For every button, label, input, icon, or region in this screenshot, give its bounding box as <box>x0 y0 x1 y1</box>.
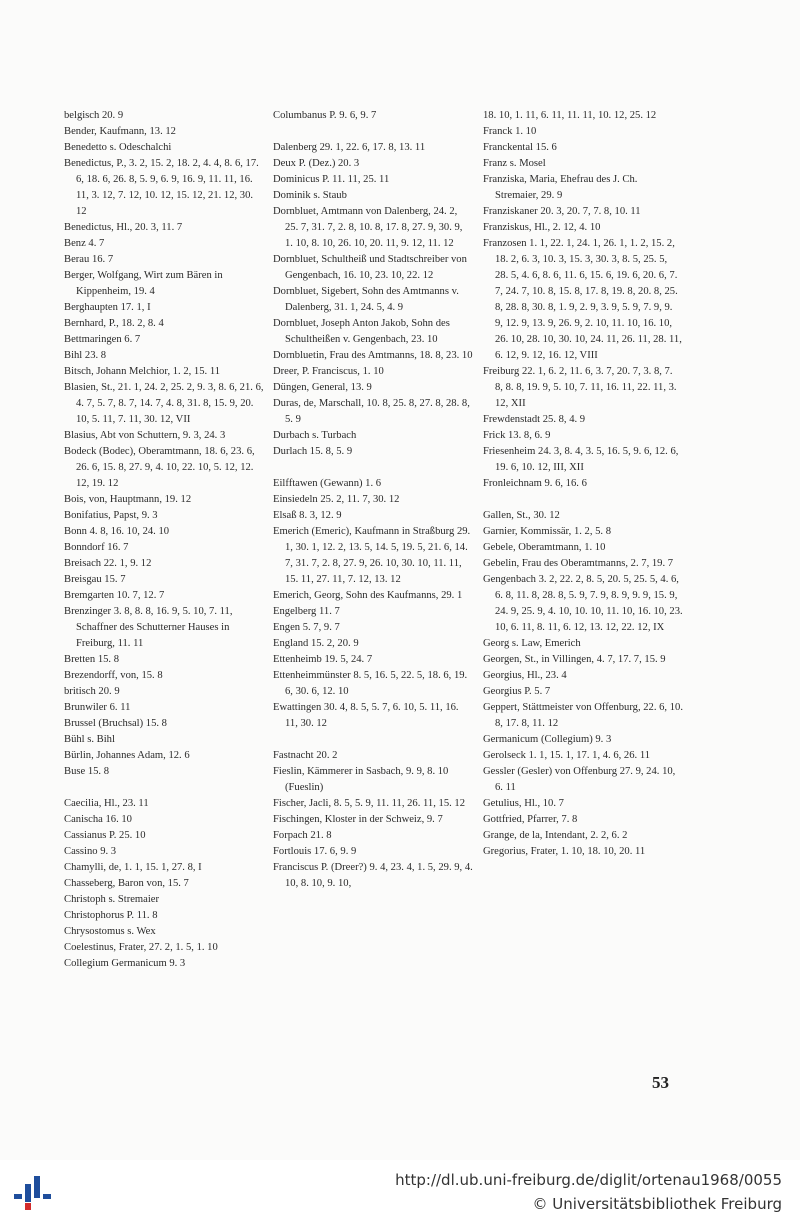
index-entry: Breisgau 15. 7 <box>64 574 126 585</box>
index-entry: Berger, Wolfgang, Wirt zum Bären in Kippenheim, 19. 4 <box>64 270 223 297</box>
index-entry: Ettenheimb 19. 5, 24. 7 <box>273 654 373 665</box>
index-entry: Franciscus P. (Dreer?) 9. 4, 23. 4, 1. 5, 29. 9, 4. 10, 8. 10, 9. 10, <box>273 862 473 889</box>
index-entry: Bernhard, P., 18. 2, 8. 4 <box>64 318 164 329</box>
index-entry: Fischer, Jacli, 8. 5, 5. 9, 11. 11, 26. 11, 15. 12 <box>273 798 466 809</box>
index-entry: Bois, von, Hauptmann, 19. 12 <box>64 494 192 505</box>
index-entry: Ettenheimmünster 8. 5, 16. 5, 22. 5, 18. 6, 19. 6, 30. 6, 12. 10 <box>273 670 468 697</box>
index-entry: Georgius, Hl., 23. 4 <box>483 670 567 681</box>
index-entry: Cassino 9. 3 <box>64 846 117 857</box>
index-entry: Deux P. (Dez.) 20. 3 <box>273 158 360 169</box>
index-entry: Elsaß 8. 3, 12. 9 <box>273 510 342 521</box>
page-number: 53 <box>652 1073 669 1092</box>
index-entry: Fastnacht 20. 2 <box>273 750 338 761</box>
index-entry: Georgen, St., in Villingen, 4. 7, 17. 7, 15. 9 <box>483 654 666 665</box>
letter-group-gap <box>273 124 473 140</box>
index-entry: Fischingen, Kloster in der Schweiz, 9. 7 <box>273 814 443 825</box>
index-entry: Emerich (Emeric), Kaufmann in Straßburg 29. 1, 30. 1, 12. 2, 13. 5, 14. 5, 19. 5, 21. 6, 14. 7, 31. 7, 2. 8, 27. 9, 26. 10, 30. 10, 11. 11, 15. 11, 27. 11, 7. 12, 13. 12 <box>273 526 471 585</box>
index-entry: Forpach 21. 8 <box>273 830 332 841</box>
index-entry: Ewattingen 30. 4, 8. 5, 5. 7, 6. 10, 5. 11, 16. 11, 30. 12 <box>273 702 459 729</box>
index-entry: Düngen, General, 13. 9 <box>273 382 372 393</box>
index-entry: Bonndorf 16. 7 <box>64 542 129 553</box>
index-column-1 <box>64 108 264 972</box>
letter-group-gap <box>273 460 473 476</box>
index-entry: Bretten 15. 8 <box>64 654 120 665</box>
index-entry: Franck 1. 10 <box>483 126 537 137</box>
letter-group-gap <box>483 492 683 508</box>
viewer-footer <box>0 1160 800 1220</box>
index-entry: Franckental 15. 6 <box>483 142 557 153</box>
index-entry: Emerich, Georg, Sohn des Kaufmanns, 29. 1 <box>273 590 463 601</box>
index-entry: Fieslin, Kämmerer in Sasbach, 9. 9, 8. 10 (Fueslin) <box>273 766 449 793</box>
index-entry: Duras, de, Marschall, 10. 8, 25. 8, 27. 8, 28. 8, 5. 9 <box>273 398 470 425</box>
index-entry: Dreer, P. Franciscus, 1. 10 <box>273 366 384 377</box>
index-entry: Engen 5. 7, 9. 7 <box>273 622 340 633</box>
index-entry: Grange, de la, Intendant, 2. 2, 6. 2 <box>483 830 628 841</box>
index-entry: Friesenheim 24. 3, 8. 4, 3. 5, 16. 5, 9. 6, 12. 6, 19. 6, 10. 12, III, XII <box>483 446 679 473</box>
index-entry: Einsiedeln 25. 2, 11. 7, 30. 12 <box>273 494 400 505</box>
index-entry: Bender, Kaufmann, 13. 12 <box>64 126 176 137</box>
index-entry: Brezendorff, von, 15. 8 <box>64 670 163 681</box>
index-entry: Garnier, Kommissär, 1. 2, 5. 8 <box>483 526 612 537</box>
index-entry: Brenzinger 3. 8, 8. 8, 16. 9, 5. 10, 7. 11, Schaffner des Schutterner Hauses in Freiburg, 11. 11 <box>64 606 233 649</box>
index-entry: Benedetto s. Odeschalchi <box>64 142 172 153</box>
index-entry: Blasius, Abt von Schuttern, 9. 3, 24. 3 <box>64 430 226 441</box>
index-entry: Bonifatius, Papst, 9. 3 <box>64 510 158 521</box>
index-entry: Bremgarten 10. 7, 12. 7 <box>64 590 165 601</box>
index-entry: Dornbluet, Amtmann von Dalenberg, 24. 2, 25. 7, 31. 7, 2. 8, 10. 8, 17. 8, 27. 9, 30. 9, 1. 10, 8. 10, 26. 10, 20. 11, 9. 12, 11. 12 <box>273 206 463 249</box>
index-entry: Caecilia, Hl., 23. 11 <box>64 798 149 809</box>
index-entry: Geppert, Stättmeister von Offenburg, 22. 6, 10. 8, 17. 8, 11. 12 <box>483 702 683 729</box>
index-entry: Fronleichnam 9. 6, 16. 6 <box>483 478 587 489</box>
index-entry: Dominik s. Staub <box>273 190 347 201</box>
index-entry: Columbanus P. 9. 6, 9. 7 <box>273 110 377 121</box>
index-entry: Bettmaringen 6. 7 <box>64 334 141 345</box>
index-entry: Dominicus P. 11. 11, 25. 11 <box>273 174 390 185</box>
index-entry: Dornbluet, Schultheiß und Stadtschreiber von Gengenbach, 16. 10, 23. 10, 22. 12 <box>273 254 467 281</box>
index-entry: Franziskus, Hl., 2. 12, 4. 10 <box>483 222 601 233</box>
index-entry: Georg s. Law, Emerich <box>483 638 581 649</box>
index-entry: Franzosen 1. 1, 22. 1, 24. 1, 26. 1, 1. 2, 15. 2, 18. 2, 6. 3, 10. 3, 15. 3, 30. 3, 8. 5, 25. 5, 28. 5, 4. 6, 8. 6, 11. 6, 15. 6, 19. 6, 20. 6, 7. 7, 24. 7, 10. 8, 15. 8, 17. 8, 19. 8, 20. 8, 25. 8, 28. 8, 30. 8, 1. 9, 2. 9, 3. 9, 5. 9, 7. 9, 9. 9, 12. 9, 13. 9, 26. 9, 2. 10, 11. 10, 16. 10, 26. 10, 28. 10, 30. 10, 24. 11, 26. 11, 28. 11, 6. 12, 9. 12, 16. 12, VIII <box>483 238 682 361</box>
index-entry: Bühl s. Bihl <box>64 734 115 745</box>
index-entry: Georgius P. 5. 7 <box>483 686 551 697</box>
letter-group-gap <box>64 780 264 796</box>
index-entry: Christoph s. Stremaier <box>64 894 160 905</box>
index-entry: Durbach s. Turbach <box>273 430 357 441</box>
index-entry: Cassianus P. 25. 10 <box>64 830 146 841</box>
index-entry: Getulius, Hl., 10. 7 <box>483 798 564 809</box>
index-entry: Buse 15. 8 <box>64 766 110 777</box>
index-entry: Gallen, St., 30. 12 <box>483 510 560 521</box>
index-entry: belgisch 20. 9 <box>64 110 124 121</box>
index-entry: Collegium Germanicum 9. 3 <box>64 958 186 969</box>
index-entry: Dalenberg 29. 1, 22. 6, 17. 8, 13. 11 <box>273 142 426 153</box>
index-entry: Frewdenstadt 25. 8, 4. 9 <box>483 414 586 425</box>
index-entry: Chamylli, de, 1. 1, 15. 1, 27. 8, I <box>64 862 202 873</box>
index-entry: Dornbluet, Joseph Anton Jakob, Sohn des Schultheißen v. Gengenbach, 23. 10 <box>273 318 450 345</box>
index-entry: Berghaupten 17. 1, I <box>64 302 151 313</box>
index-entry: 18. 10, 1. 11, 6. 11, 11. 11, 10. 12, 25. 12 <box>483 110 657 121</box>
index-entry: Bonn 4. 8, 16. 10, 24. 10 <box>64 526 170 537</box>
index-entry: Bihl 23. 8 <box>64 350 107 361</box>
index-entry: Eilfftawen (Gewann) 1. 6 <box>273 478 382 489</box>
index-entry: England 15. 2, 20. 9 <box>273 638 359 649</box>
index-entry: Chasseberg, Baron von, 15. 7 <box>64 878 189 889</box>
index-entry: Dornbluet, Sigebert, Sohn des Amtmanns v. Dalenberg, 31. 1, 24. 5, 4. 9 <box>273 286 459 313</box>
index-entry: Gregorius, Frater, 1. 10, 18. 10, 20. 11 <box>483 846 646 857</box>
source-url-link[interactable]: http://dl.ub.uni-freiburg.de/diglit/ortenau1968/0055 <box>395 1171 782 1189</box>
index-entry: Benedictus, P., 3. 2, 15. 2, 18. 2, 4. 4, 8. 6, 17. 6, 18. 6, 26. 8, 5. 9, 6. 9, 16. 9, 11. 11, 16. 11, 3. 12, 7. 12, 10. 12, 15. 12, 21. 12, 30. 12 <box>64 158 259 217</box>
index-entry: Bitsch, Johann Melchior, 1. 2, 15. 11 <box>64 366 221 377</box>
index-entry: Christophorus P. 11. 8 <box>64 910 158 921</box>
index-entry: Gengenbach 3. 2, 22. 2, 8. 5, 20. 5, 25. 5, 4. 6, 6. 8, 11. 8, 28. 8, 5. 9, 7. 9, 8. 9, 9. 9, 15. 9, 24. 9, 25. 9, 4. 10, 10. 10, 11. 10, 16. 10, 23. 10, 6. 11, 8. 11, 6. 12, 13. 12, 22. 12, IX <box>483 574 683 633</box>
index-entry: Gottfried, Pfarrer, 7. 8 <box>483 814 578 825</box>
index-entry: Berau 16. 7 <box>64 254 114 265</box>
index-entry: Chrysostomus s. Wex <box>64 926 156 937</box>
index-entry: Franziskaner 20. 3, 20. 7, 7. 8, 10. 11 <box>483 206 641 217</box>
index-entry: Gessler (Gesler) von Offenburg 27. 9, 24. 10, 6. 11 <box>483 766 676 793</box>
index-entry: Dornbluetin, Frau des Amtmanns, 18. 8, 23. 10 <box>273 350 473 361</box>
letter-group-gap <box>273 732 473 748</box>
index-entry: Franziska, Maria, Ehefrau des J. Ch. Stremaier, 29. 9 <box>483 174 638 201</box>
copyright-notice: © Universitätsbibliothek Freiburg <box>532 1195 782 1213</box>
index-entry: Blasien, St., 21. 1, 24. 2, 25. 2, 9. 3, 8. 6, 21. 6, 4. 7, 5. 7, 8. 7, 14. 7, 4. 8, 31. 8, 15. 9, 20. 10, 5. 11, 7. 11, 30. 12, VII <box>64 382 264 425</box>
index-entry: Gerolseck 1. 1, 15. 1, 17. 1, 4. 6, 26. 11 <box>483 750 651 761</box>
index-entry: Benedictus, Hl., 20. 3, 11. 7 <box>64 222 183 233</box>
index-entry: Canischa 16. 10 <box>64 814 132 825</box>
index-entry: Brussel (Bruchsal) 15. 8 <box>64 718 167 729</box>
index-entry: Gebele, Oberamtmann, 1. 10 <box>483 542 606 553</box>
index-entry: Germanicum (Collegium) 9. 3 <box>483 734 612 745</box>
index-entry: Freiburg 22. 1, 6. 2, 11. 6, 3. 7, 20. 7, 3. 8, 7. 8, 8. 8, 19. 9, 5. 10, 7. 11, 16. 11, 22. 11, 3. 12, XII <box>483 366 677 409</box>
index-entry: Brunwiler 6. 11 <box>64 702 131 713</box>
index-entry: Coelestinus, Frater, 27. 2, 1. 5, 1. 10 <box>64 942 218 953</box>
index-entry: Breisach 22. 1, 9. 12 <box>64 558 152 569</box>
index-entry: Bürlin, Johannes Adam, 12. 6 <box>64 750 190 761</box>
index-entry: Durlach 15. 8, 5. 9 <box>273 446 353 457</box>
index-entry: britisch 20. 9 <box>64 686 120 697</box>
university-library-logo-icon <box>12 1172 52 1212</box>
index-entry: Frick 13. 8, 6. 9 <box>483 430 551 441</box>
index-entry: Fortlouis 17. 6, 9. 9 <box>273 846 357 857</box>
index-column-3 <box>483 108 683 860</box>
index-entry: Franz s. Mosel <box>483 158 546 169</box>
index-entry: Bodeck (Bodec), Oberamtmann, 18. 6, 23. 6, 26. 6, 15. 8, 27. 9, 4. 10, 22. 10, 5. 12, 12. 12, 19. 12 <box>64 446 255 489</box>
index-entry: Benz 4. 7 <box>64 238 105 249</box>
index-column-2 <box>273 108 473 892</box>
index-entry: Engelberg 11. 7 <box>273 606 340 617</box>
index-entry: Gebelin, Frau des Oberamtmanns, 2. 7, 19. 7 <box>483 558 674 569</box>
